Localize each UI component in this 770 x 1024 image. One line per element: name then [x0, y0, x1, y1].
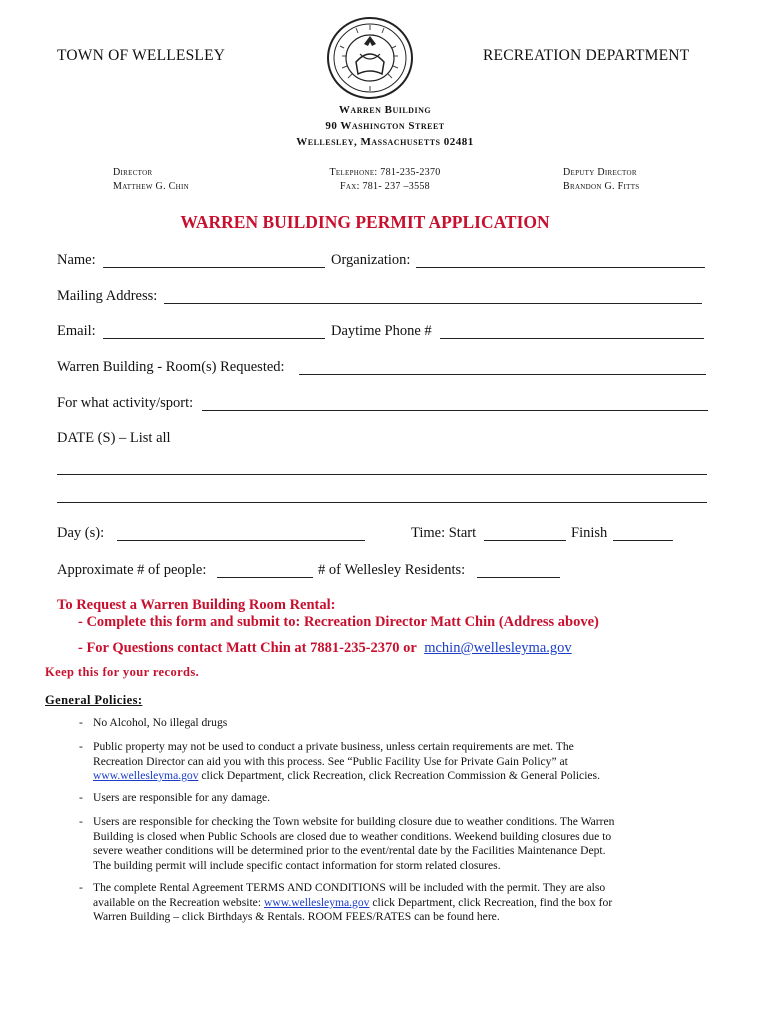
policy-item: - The complete Rental Agreement TERMS AND CONDITIONS will be included with the permit. They are also available on the Recreation website: www.wellesleyma.gov click Department, click Recreation, find the box for Warren Building – click Birthdays & Rentals. ROOM FEES/RATES can be found here.	[79, 881, 739, 925]
contact-email-link[interactable]: mchin@wellesleyma.gov	[424, 640, 572, 656]
director-block	[113, 166, 189, 194]
time-start-label: Time: Start	[411, 525, 477, 541]
organization-field[interactable]	[416, 267, 705, 268]
policy-text: The complete Rental Agreement TERMS AND CONDITIONS will be included with the permit. They are also	[93, 881, 606, 894]
policy-text: No Alcohol, No illegal drugs	[93, 716, 228, 729]
days-field[interactable]	[117, 540, 365, 541]
activity-label: For what activity/sport:	[57, 395, 194, 411]
policy-item: - Users are responsible for checking the Town website for building closure due to weather conditions. The Warren Building is closed when Public Schools are closed due to weather conditions. Weekend building closures due to severe weather conditions will be determined prior to the event/rental date by the Facilities Maintenance Dept. The building permit will include specific contact information for storm related closures.	[79, 815, 739, 873]
policy-text: The building permit will include specific contact information for storm related closures.	[93, 858, 501, 872]
director-name: Matthew G. Chin	[113, 181, 189, 192]
deputy-block	[563, 166, 639, 194]
director-title: Director	[113, 167, 153, 178]
policy-text: Users are responsible for any damage.	[93, 791, 271, 804]
address-line: 90 Washington Street	[325, 120, 445, 132]
website-link[interactable]: www.wellesleyma.gov	[93, 769, 199, 783]
email-label: Email:	[57, 323, 96, 339]
name-label: Name:	[57, 252, 96, 268]
rooms-label: Warren Building - Room(s) Requested:	[57, 359, 285, 375]
time-start-field[interactable]	[484, 540, 566, 541]
deputy-name: Brandon G. Fitts	[563, 181, 640, 192]
town-seal-logo	[326, 16, 414, 100]
residents-field[interactable]	[477, 577, 560, 578]
keep-records-note: Keep this for your records.	[45, 665, 200, 679]
policy-item: - No Alcohol, No illegal drugs	[79, 716, 739, 731]
request-line-2	[78, 640, 572, 657]
policy-text: severe weather conditions will be determined prior to the event/rental date by the Facilities Maintenance Dept.	[93, 844, 606, 858]
policy-text-with-link: www.wellesleyma.gov click Department, click Recreation, click Recreation Commission & General Policies.	[93, 769, 600, 783]
dates-label: DATE (S) – List all	[57, 430, 171, 446]
address-line: Wellesley, Massachusetts 02481	[296, 136, 474, 148]
address-line: Warren Building	[338, 104, 432, 116]
organization-label: Organization:	[331, 252, 411, 268]
people-field[interactable]	[217, 577, 313, 578]
policy-text: Recreation Director can aid you with this process. See “Public Facility Use for Private Gain Policy” at	[93, 754, 568, 768]
department-name: RECREATION DEPARTMENT	[483, 47, 690, 64]
rooms-field[interactable]	[299, 374, 706, 375]
email-field[interactable]	[103, 338, 325, 339]
town-name: TOWN OF WELLESLEY	[57, 47, 226, 64]
dates-field-line-2[interactable]	[57, 502, 707, 503]
mailing-label: Mailing Address:	[57, 288, 158, 304]
policy-text: Users are responsible for checking the Town website for building closure due to weather conditions. The Warren	[93, 815, 615, 828]
mailing-field[interactable]	[164, 303, 702, 304]
telephone: Telephone: 781-235-2370	[329, 167, 441, 178]
policy-text: Warren Building – click Birthdays & Rentals. ROOM FEES/RATES can be found here.	[93, 910, 500, 924]
form-title: WARREN BUILDING PERMIT APPLICATION	[180, 212, 550, 232]
contact-block	[290, 166, 480, 194]
policy-text: Public property may not be used to conduct a private business, unless certain requirements are met. The	[93, 740, 574, 753]
request-contact-text: - For Questions contact Matt Chin at 7881-235-2370 or	[78, 640, 417, 656]
policy-item: - Public property may not be used to conduct a private business, unless certain requirements are met. The Recreation Director can aid you with this process. See “Public Facility Use for Private Gain Policy” at www.wellesleyma.gov click Department, click Recreation, click Recreation Commission & General Policies.	[79, 740, 739, 784]
residents-label: # of Wellesley Residents:	[318, 562, 466, 578]
phone-field[interactable]	[440, 338, 704, 339]
website-link[interactable]: www.wellesleyma.gov	[263, 895, 370, 909]
activity-field[interactable]	[202, 410, 708, 411]
days-label: Day (s):	[57, 525, 105, 541]
finish-field[interactable]	[613, 540, 673, 541]
policy-item: - Users are responsible for any damage.	[79, 791, 739, 806]
fax: Fax: 781- 237 –3558	[340, 181, 430, 192]
name-field[interactable]	[103, 267, 325, 268]
finish-label: Finish	[571, 525, 608, 541]
policies-heading: General Policies:	[45, 693, 143, 707]
phone-label: Daytime Phone #	[331, 323, 432, 339]
policy-text: Building is closed when Public Schools are closed due to weather conditions. Weekend building closures due to	[93, 829, 612, 843]
request-heading: To Request a Warren Building Room Rental:	[57, 597, 336, 613]
address-block	[235, 102, 535, 150]
request-line-1: - Complete this form and submit to: Recreation Director Matt Chin (Address above)	[78, 614, 599, 630]
people-label: Approximate # of people:	[57, 562, 207, 578]
dates-field-line-1[interactable]	[57, 474, 707, 475]
policy-text-with-link: available on the Recreation website: www.wellesleyma.gov click Department, click Recreation, find the box for	[93, 895, 613, 909]
deputy-title: Deputy Director	[563, 167, 637, 178]
